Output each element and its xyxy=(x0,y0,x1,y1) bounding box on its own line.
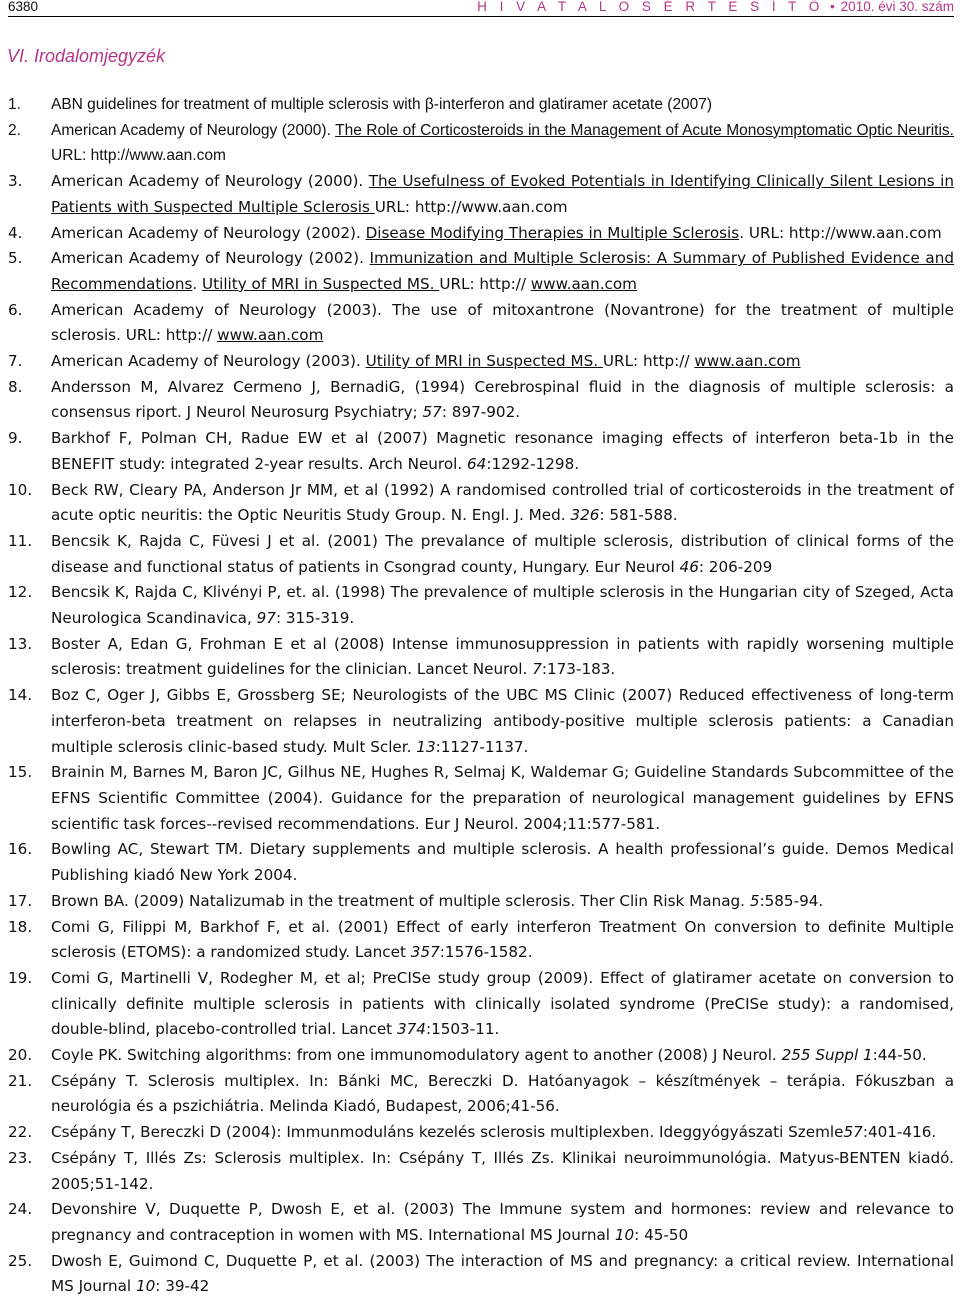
reference-item xyxy=(8,1146,954,1197)
reference-text: American Academy of Neurology (2002). xyxy=(51,223,366,242)
reference-link-text: Utility of MRI in Suspected MS. xyxy=(202,274,440,293)
reference-number: 10. xyxy=(8,480,33,499)
reference-number: 17. xyxy=(8,891,33,910)
reference-link-text: The Usefulness of Evoked Potentials in Identifying Clinically Silent Lesions in Patients with Suspected Multiple Sclerosis xyxy=(51,172,954,216)
reference-text: Andersson M, Alvarez Cermeno J, BernadiG, (1994) Cerebrospinal fluid in the diagnosis of multiple sclerosis: a consensus riport. J Neurol Neurosurg Psychiatry; xyxy=(51,377,954,422)
reference-number: 8. xyxy=(8,377,23,396)
reference-item xyxy=(8,426,954,477)
reference-item xyxy=(8,169,954,220)
reference-item xyxy=(8,1249,954,1300)
reference-text: : 39-42 xyxy=(155,1277,210,1296)
reference-text: Boster A, Edan G, Frohman E et al (2008) Intense immunosuppression in patients with rapidly worsening multiple sclerosis: treatment guidelines for the clinician. Lancet Neurol. xyxy=(51,634,954,679)
journal-name: H I V A T A L O S É R T E S Í T Ő xyxy=(477,0,824,14)
reference-text: 357 xyxy=(410,943,440,962)
reference-item xyxy=(8,221,954,247)
reference-number: 14. xyxy=(8,686,33,705)
reference-text: 57 xyxy=(422,403,442,422)
reference-item xyxy=(8,298,954,349)
header-bullet: • xyxy=(829,0,835,14)
reference-text: American Academy of Neurology (2000). xyxy=(51,121,336,139)
reference-text: : 315-319. xyxy=(275,609,355,628)
reference-item xyxy=(8,837,954,888)
reference-text: American Academy of Neurology (2003). xyxy=(51,352,366,371)
reference-text: :1503-11. xyxy=(425,1020,500,1039)
reference-text: :1127-1137. xyxy=(435,737,529,756)
reference-text: :1292-1298. xyxy=(486,454,580,473)
reference-text: 64 xyxy=(467,454,487,473)
reference-number: 11. xyxy=(8,531,33,550)
reference-text: 10 xyxy=(614,1225,635,1244)
reference-number: 4. xyxy=(8,223,23,242)
reference-text: Boz C, Oger J, Gibbs E, Grossberg SE; Neurologists of the UBC MS Clinic (2007) Reduced effectiveness of long-term interferon-beta treatment on relapses in neutralizing antibody-positive multiple sclerosis patients: a Canadian multiple sclerosis clinic-based study. Mult Scler. xyxy=(51,686,954,756)
reference-text: Comi G, Filippi M, Barkhof F, et al. (2001) Effect of early interferon Treatment On conversion to definite Multiple sclerosis (ETOMS): a randomized study. Lancet xyxy=(51,917,954,962)
reference-number: 23. xyxy=(8,1148,33,1167)
reference-text: Coyle PK. Switching algorithms: from one immunomodulatory agent to another (2008) J Neurol. xyxy=(51,1046,782,1065)
reference-link-text: Immunization and Multiple Sclerosis: A Summary of Published Evidence and Recommendations xyxy=(51,249,954,293)
reference-text: Csépány T, Illés Zs: Sclerosis multiplex. In: Csépány T, Illés Zs. Klinikai neuroimmunológia. Matyus-BENTEN kiadó. 2005;51-142. xyxy=(51,1148,954,1193)
reference-link-text: www.aan.com xyxy=(530,274,637,293)
reference-number: 22. xyxy=(8,1123,33,1142)
reference-number: 15. xyxy=(8,763,33,782)
reference-number: 16. xyxy=(8,840,33,859)
reference-text: URL: http://www.aan.com xyxy=(51,147,226,165)
reference-link-text: The Role of Corticosteroids in the Management of Acute Monosymptomatic Optic Neuritis. xyxy=(335,121,954,139)
reference-link-text: www.aan.com xyxy=(217,326,324,345)
reference-item xyxy=(8,1069,954,1120)
reference-text: American Academy of Neurology (2000). xyxy=(51,172,369,191)
reference-item xyxy=(8,118,954,169)
reference-text: : 581-588. xyxy=(599,506,678,525)
reference-number: 21. xyxy=(8,1071,33,1090)
reference-text: :173-183. xyxy=(541,660,616,679)
reference-text: :44-50. xyxy=(872,1046,927,1065)
reference-text: Brainin M, Barnes M, Baron JC, Gilhus NE, Hughes R, Selmaj K, Waldemar G; Guideline Standards Subcommittee of the EFNS Scientific Committee (2004). Guidance for the preparation of neurological management guidelines by EFNS scientific task forces--revised recommendations. Eur J Neurol. 2004;11:577-581. xyxy=(51,763,954,833)
reference-item xyxy=(8,375,954,426)
reference-text: : 897-902. xyxy=(441,403,521,422)
reference-text: : 206-209 xyxy=(698,557,773,576)
reference-text: 255 Suppl 1 xyxy=(781,1046,873,1065)
reference-text: American Academy of Neurology (2002). xyxy=(51,249,370,268)
reference-item xyxy=(8,1197,954,1248)
reference-text: Bencsik K, Rajda C, Klivényi P, et. al. (1998) The prevalence of multiple sclerosis in the Hungarian city of Szeged, Acta Neurologica Scandinavica, xyxy=(51,583,954,628)
reference-number: 6. xyxy=(8,300,23,319)
reference-number: 7. xyxy=(8,352,23,371)
reference-text: Devonshire V, Duquette P, Dwosh E, et al. (2003) The Immune system and hormones: review and relevance to pregnancy and contraception in women with MS. International MS Journal xyxy=(51,1200,954,1244)
reference-text: Beck RW, Cleary PA, Anderson Jr MM, et al (1992) A randomised controlled trial of corticosteroids in the treatment of acute optic neuritis: the Optic Neuritis Study Group. N. Engl. J. Med. xyxy=(51,480,954,525)
reference-text: 374 xyxy=(396,1020,426,1039)
reference-item xyxy=(8,529,954,580)
reference-text: American Academy of Neurology (2003). The use of mitoxantrone (Novantrone) for the treatment of multiple sclerosis. URL: http:// xyxy=(51,300,954,345)
reference-number: 12. xyxy=(8,583,33,602)
reference-item xyxy=(8,92,954,118)
reference-text: ABN guidelines for treatment of multiple sclerosis with β-interferon and glatiramer acetate (2007) xyxy=(51,96,713,113)
reference-number: 25. xyxy=(8,1251,33,1270)
reference-number: 13. xyxy=(8,634,33,653)
reference-item xyxy=(8,349,954,375)
reference-text: Csépány T, Bereczki D (2004): Immunmoduláns kezelés sclerosis multiplexben. Ideggyógyászati Szemle xyxy=(51,1123,844,1142)
issue-label: 2010. évi 30. szám xyxy=(840,0,954,14)
reference-item xyxy=(8,1120,954,1146)
reference-item xyxy=(8,683,954,760)
reference-number: 3. xyxy=(8,172,23,191)
reference-number: 20. xyxy=(8,1046,33,1065)
reference-text: . URL: http://www.aan.com xyxy=(739,223,942,242)
reference-number: 18. xyxy=(8,917,33,936)
reference-text: 13 xyxy=(416,737,436,756)
reference-text: : 45-50 xyxy=(634,1225,689,1244)
reference-text: 46 xyxy=(679,557,699,576)
reference-item xyxy=(8,246,954,297)
journal-title xyxy=(477,0,954,15)
page-header xyxy=(8,0,954,17)
reference-text: URL: http:// xyxy=(602,352,695,371)
reference-text: . xyxy=(192,274,203,293)
reference-text: Comi G, Martinelli V, Rodegher M, et al; PreCISe study group (2009). Effect of glatiramer acetate on conversion to clinically definite multiple sclerosis in patients with clinically isolated syndrome (PreCISe study): a randomised, double-blind, placebo-controlled trial. Lancet xyxy=(51,968,954,1039)
reference-text: 10 xyxy=(135,1277,156,1296)
reference-item xyxy=(8,966,954,1043)
reference-number: 5. xyxy=(8,249,23,268)
reference-number: 9. xyxy=(8,429,23,448)
reference-number: 1. xyxy=(8,96,21,113)
reference-number: 19. xyxy=(8,968,33,987)
reference-link-text: Disease Modifying Therapies in Multiple Sclerosis xyxy=(365,223,740,242)
reference-number: 24. xyxy=(8,1200,33,1219)
reference-text: 57 xyxy=(843,1123,863,1142)
reference-text: Bowling AC, Stewart TM. Dietary supplements and multiple sclerosis. A health professional’s guide. Demos Medical Publishing kiadó New York 2004. xyxy=(51,840,954,885)
reference-item xyxy=(8,478,954,529)
reference-link-text: www.aan.com xyxy=(694,352,801,371)
reference-text: :401-416. xyxy=(862,1123,937,1142)
reference-item xyxy=(8,632,954,683)
reference-item xyxy=(8,760,954,837)
reference-text: URL: http://www.aan.com xyxy=(374,197,568,216)
reference-text: Brown BA. (2009) Natalizumab in the treatment of multiple sclerosis. Ther Clin Risk Manag. xyxy=(51,891,750,910)
reference-list xyxy=(8,92,954,1300)
reference-text: :1576-1582. xyxy=(439,943,533,962)
page-number: 6380 xyxy=(8,0,39,14)
reference-text: Csépány T. Sclerosis multiplex. In: Bánki MC, Bereczki D. Hatóanyagok – készítmények – terápia. Fókuszban a neurológia és a pszichiátria. Melinda Kiadó, Budapest, 2006;41-56. xyxy=(51,1071,954,1116)
reference-text: 5 xyxy=(749,891,760,910)
reference-text: Bencsik K, Rajda C, Füvesi J et al. (2001) The prevalance of multiple sclerosis, distribution of clinical forms of the disease and functional status of patients in Csongrad county, Hungary. Eur Neurol xyxy=(51,531,954,576)
reference-link-text: Utility of MRI in Suspected MS. xyxy=(365,352,603,371)
reference-text: 7 xyxy=(532,660,542,679)
reference-item xyxy=(8,1043,954,1069)
reference-item xyxy=(8,889,954,915)
reference-text: Dwosh E, Guimond C, Duquette P, et al. (2003) The interaction of MS and pregnancy: a critical review. International MS Journal xyxy=(51,1251,954,1296)
reference-text: Barkhof F, Polman CH, Radue EW et al (2007) Magnetic resonance imaging effects of interferon beta-1b in the BENEFIT study: integrated 2-year results. Arch Neurol. xyxy=(51,429,954,473)
reference-number: 2. xyxy=(8,121,21,139)
reference-text: URL: http:// xyxy=(439,274,531,293)
reference-text: 97 xyxy=(256,609,276,628)
reference-item xyxy=(8,915,954,966)
reference-item xyxy=(8,580,954,631)
reference-text: 326 xyxy=(570,506,600,525)
reference-text: :585-94. xyxy=(759,891,824,910)
section-title: VI. Irodalomjegyzék xyxy=(7,46,166,66)
